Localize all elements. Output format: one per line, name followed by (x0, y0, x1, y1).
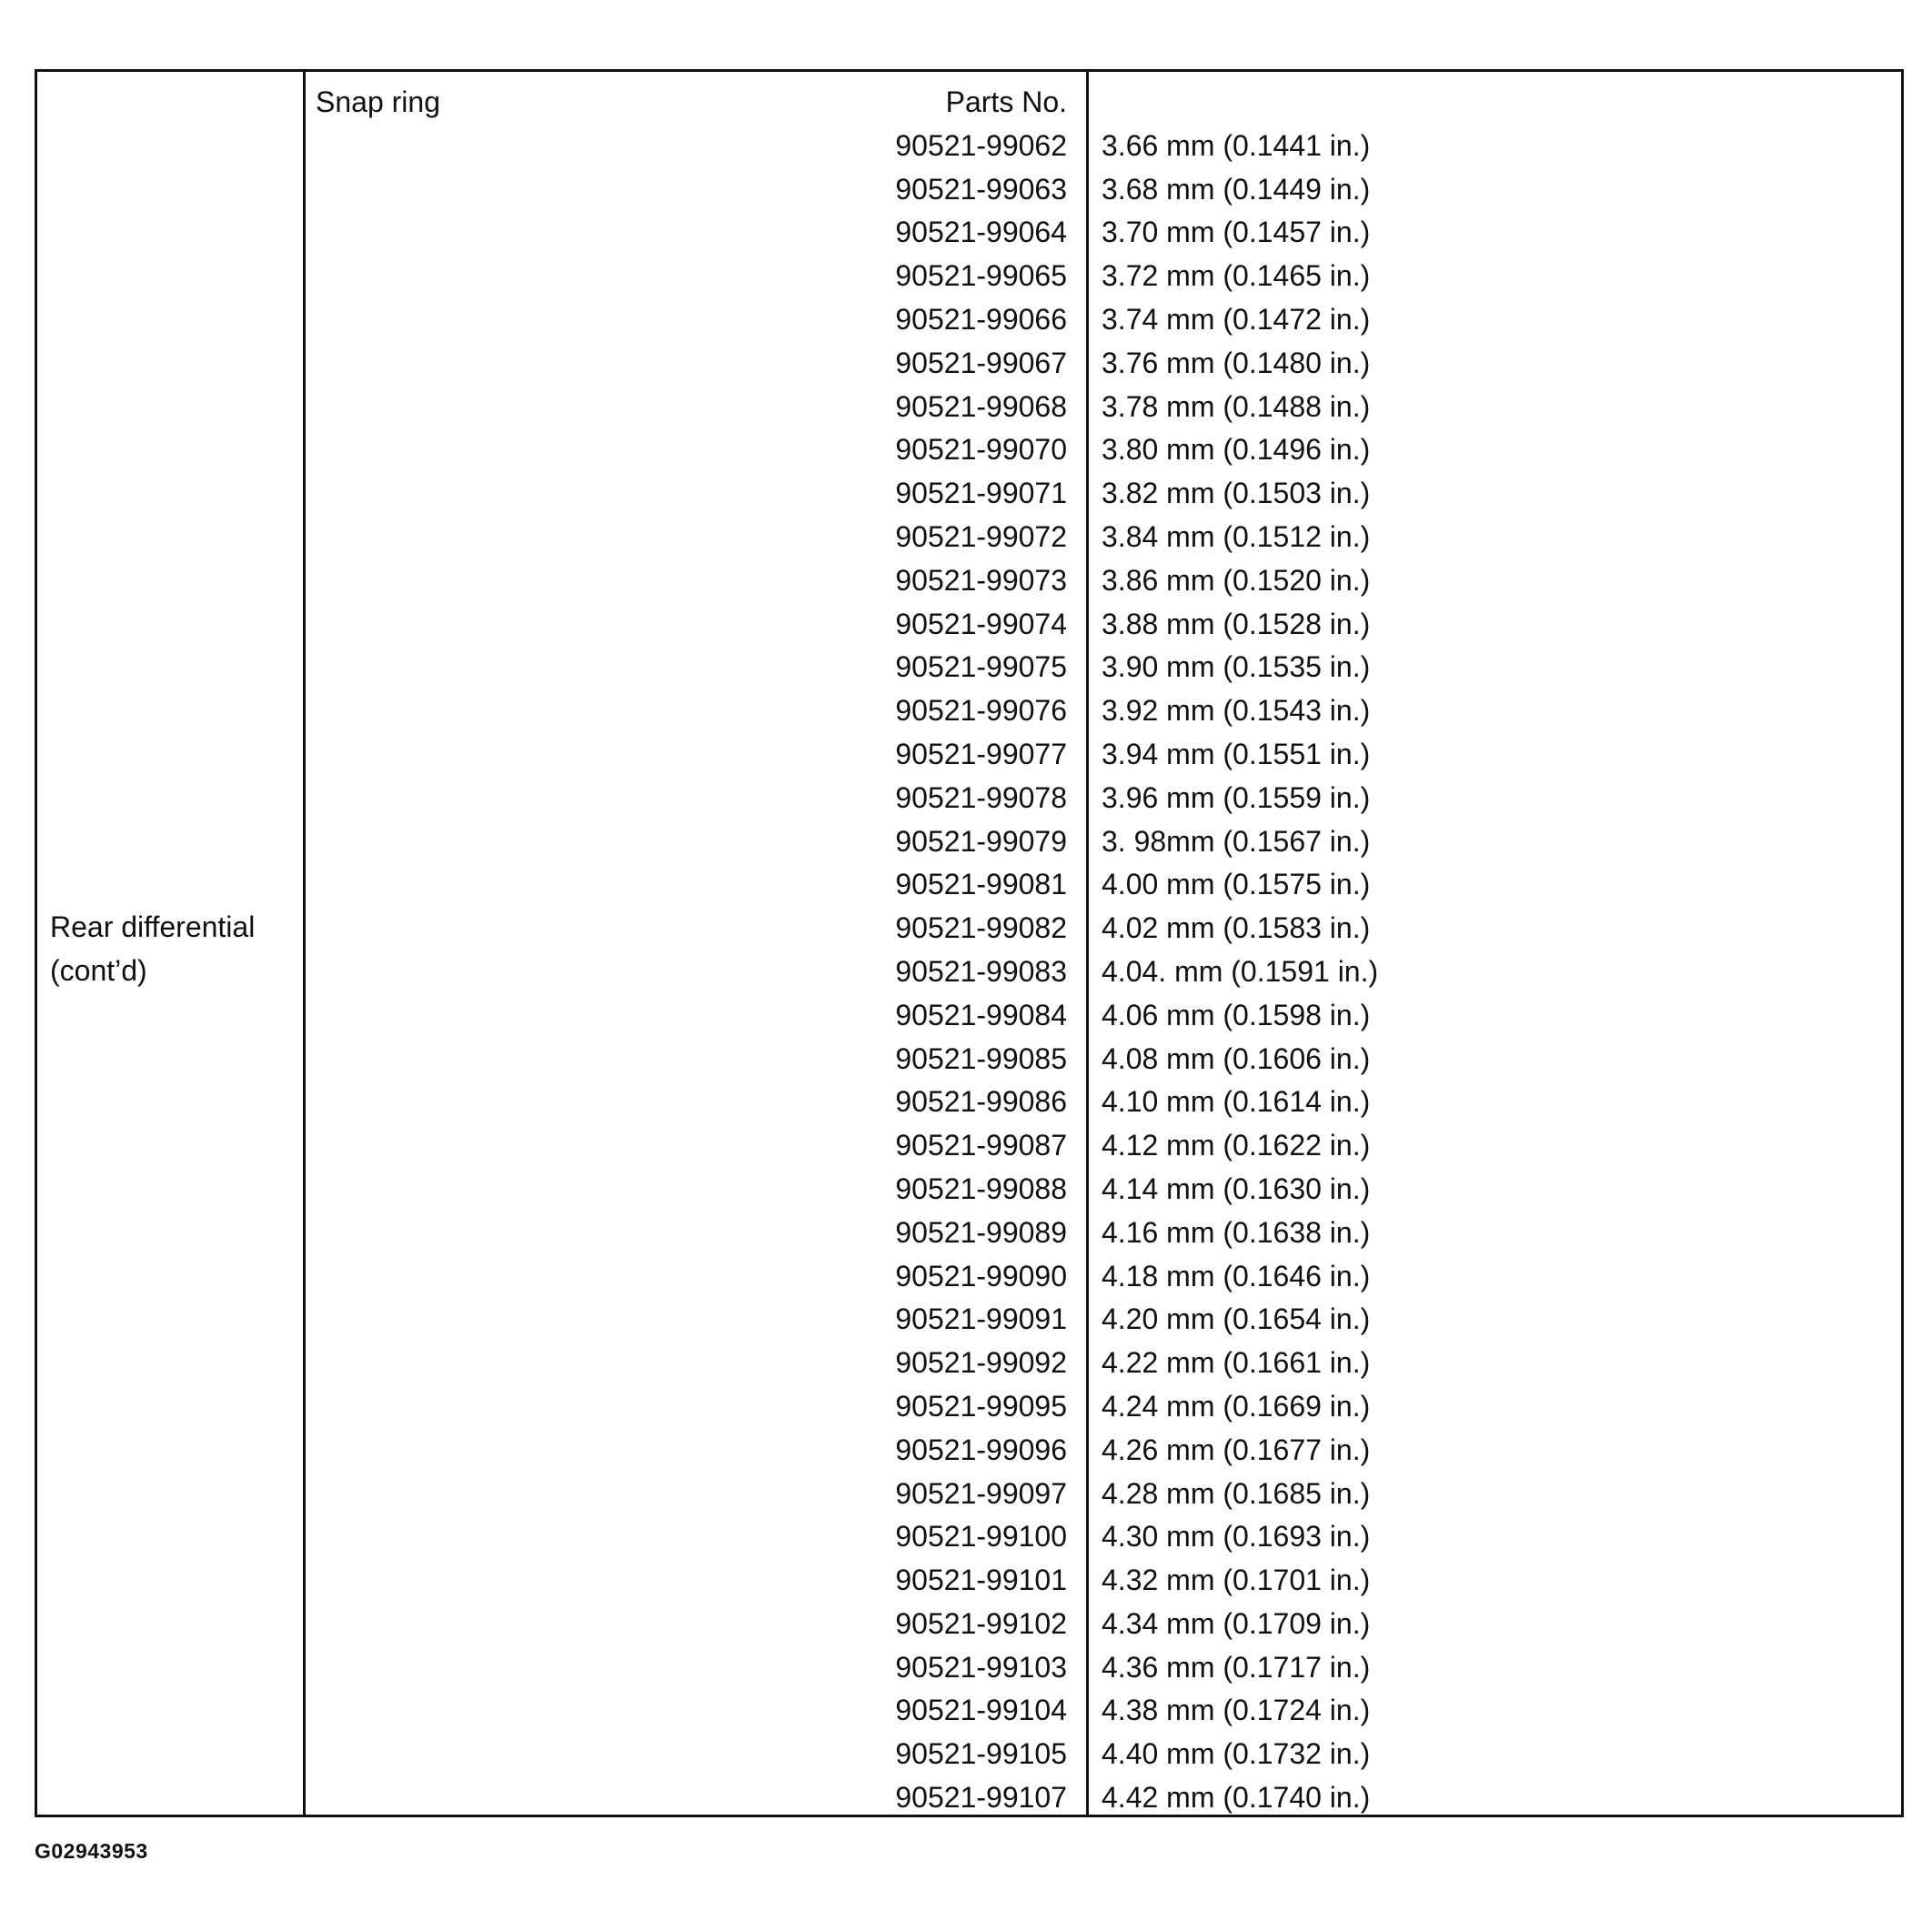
part-number-cell: 90521-99102 (895, 1606, 1067, 1640)
size-cell: 4.30 mm (0.1693 in.) (1102, 1520, 1371, 1554)
size-cell: 4.22 mm (0.1661 in.) (1102, 1346, 1371, 1380)
part-number-cell: 90521-99068 (895, 389, 1067, 423)
size-cell: 3.70 mm (0.1457 in.) (1102, 216, 1371, 249)
size-cell: 3.86 mm (0.1520 in.) (1102, 563, 1371, 597)
size-cell: 3.72 mm (0.1465 in.) (1102, 259, 1371, 293)
parts-no-header: Parts No. (945, 85, 1067, 118)
size-cell: 3.90 mm (0.1535 in.) (1102, 650, 1371, 684)
part-number-cell: 90521-99064 (895, 216, 1067, 249)
size-cell: 4.34 mm (0.1709 in.) (1102, 1606, 1371, 1640)
size-cell: 3.68 mm (0.1449 in.) (1102, 172, 1371, 206)
part-number-cell: 90521-99066 (895, 302, 1067, 336)
size-cell: 4.18 mm (0.1646 in.) (1102, 1259, 1371, 1292)
part-number-cell: 90521-99063 (895, 172, 1067, 206)
section-label (50, 905, 255, 992)
size-cell: 4.00 mm (0.1575 in.) (1102, 868, 1371, 901)
size-cell: 3.88 mm (0.1528 in.) (1102, 607, 1371, 640)
size-cell: 4.06 mm (0.1598 in.) (1102, 998, 1371, 1031)
part-number-cell: 90521-99075 (895, 650, 1067, 684)
part-number-cell: 90521-99067 (895, 346, 1067, 379)
size-cell: 4.38 mm (0.1724 in.) (1102, 1694, 1371, 1727)
part-number-cell: 90521-99073 (895, 563, 1067, 597)
size-cell: 4.40 mm (0.1732 in.) (1102, 1737, 1371, 1771)
part-number-cell: 90521-99105 (895, 1737, 1067, 1771)
part-number-cell: 90521-99087 (895, 1129, 1067, 1162)
size-cell: 4.02 mm (0.1583 in.) (1102, 911, 1371, 945)
size-cell: 3. 98mm (0.1567 in.) (1102, 824, 1371, 858)
part-number-cell: 90521-99092 (895, 1346, 1067, 1380)
size-cell: 3.82 mm (0.1503 in.) (1102, 477, 1371, 510)
size-cell: 4.28 mm (0.1685 in.) (1102, 1476, 1371, 1510)
part-number-cell: 90521-99107 (895, 1781, 1067, 1815)
size-cell: 4.04. mm (0.1591 in.) (1102, 954, 1379, 988)
size-cell: 4.20 mm (0.1654 in.) (1102, 1302, 1371, 1336)
part-number-cell: 90521-99085 (895, 1041, 1067, 1075)
part-number-cell: 90521-99095 (895, 1389, 1067, 1423)
part-number-cell: 90521-99097 (895, 1476, 1067, 1510)
part-number-cell: 90521-99077 (895, 737, 1067, 770)
part-number-cell: 90521-99096 (895, 1433, 1067, 1466)
section-label-line2: (cont’d) (50, 954, 147, 987)
size-cell: 3.74 mm (0.1472 in.) (1102, 302, 1371, 336)
size-cell: 4.24 mm (0.1669 in.) (1102, 1389, 1371, 1423)
column-divider (303, 72, 306, 1815)
size-cell: 3.84 mm (0.1512 in.) (1102, 519, 1371, 553)
part-number-cell: 90521-99084 (895, 998, 1067, 1031)
size-cell: 3.94 mm (0.1551 in.) (1102, 737, 1371, 770)
part-name: Snap ring (316, 85, 440, 118)
part-number-cell: 90521-99070 (895, 433, 1067, 467)
size-cell: 4.10 mm (0.1614 in.) (1102, 1085, 1371, 1119)
part-number-cell: 90521-99100 (895, 1520, 1067, 1554)
size-column (1102, 81, 1378, 1820)
part-number-cell: 90521-99090 (895, 1259, 1067, 1292)
part-number-cell: 90521-99079 (895, 824, 1067, 858)
section-label-line1: Rear differential (50, 910, 256, 943)
part-number-cell: 90521-99078 (895, 780, 1067, 814)
size-cell: 4.36 mm (0.1717 in.) (1102, 1650, 1371, 1684)
size-cell: 3.96 mm (0.1559 in.) (1102, 780, 1371, 814)
spec-table (35, 69, 1904, 1817)
size-cell: 3.76 mm (0.1480 in.) (1102, 346, 1371, 379)
part-number-cell: 90521-99076 (895, 694, 1067, 728)
part-number-cell: 90521-99104 (895, 1694, 1067, 1727)
size-cell: 4.16 mm (0.1638 in.) (1102, 1215, 1371, 1249)
part-number-cell: 90521-99089 (895, 1215, 1067, 1249)
part-number-cell: 90521-99088 (895, 1172, 1067, 1205)
figure-id: G02943953 (35, 1839, 148, 1863)
part-number-cell: 90521-99081 (895, 868, 1067, 901)
size-cell: 3.66 mm (0.1441 in.) (1102, 128, 1371, 162)
size-cell: 4.12 mm (0.1622 in.) (1102, 1129, 1371, 1162)
size-cell: 3.92 mm (0.1543 in.) (1102, 694, 1371, 728)
part-number-cell: 90521-99083 (895, 954, 1067, 988)
part-number-cell: 90521-99071 (895, 477, 1067, 510)
part-number-cell: 90521-99062 (895, 128, 1067, 162)
size-cell: 3.78 mm (0.1488 in.) (1102, 389, 1371, 423)
size-cell: 4.26 mm (0.1677 in.) (1102, 1433, 1371, 1466)
size-cell: 3.80 mm (0.1496 in.) (1102, 433, 1371, 467)
parts-no-column (316, 81, 1067, 1820)
size-cell: 4.08 mm (0.1606 in.) (1102, 1041, 1371, 1075)
part-number-cell: 90521-99074 (895, 607, 1067, 640)
part-number-cell: 90521-99086 (895, 1085, 1067, 1119)
size-cell: 4.32 mm (0.1701 in.) (1102, 1564, 1371, 1597)
part-number-cell: 90521-99103 (895, 1650, 1067, 1684)
part-number-cell: 90521-99101 (895, 1564, 1067, 1597)
part-number-cell: 90521-99082 (895, 911, 1067, 945)
column-divider (1086, 72, 1089, 1815)
size-header (1102, 81, 1378, 125)
size-cell: 4.42 mm (0.1740 in.) (1102, 1781, 1371, 1815)
part-number-cell: 90521-99091 (895, 1302, 1067, 1336)
part-number-cell: 90521-99065 (895, 259, 1067, 293)
part-number-cell: 90521-99072 (895, 519, 1067, 553)
size-cell: 4.14 mm (0.1630 in.) (1102, 1172, 1371, 1205)
